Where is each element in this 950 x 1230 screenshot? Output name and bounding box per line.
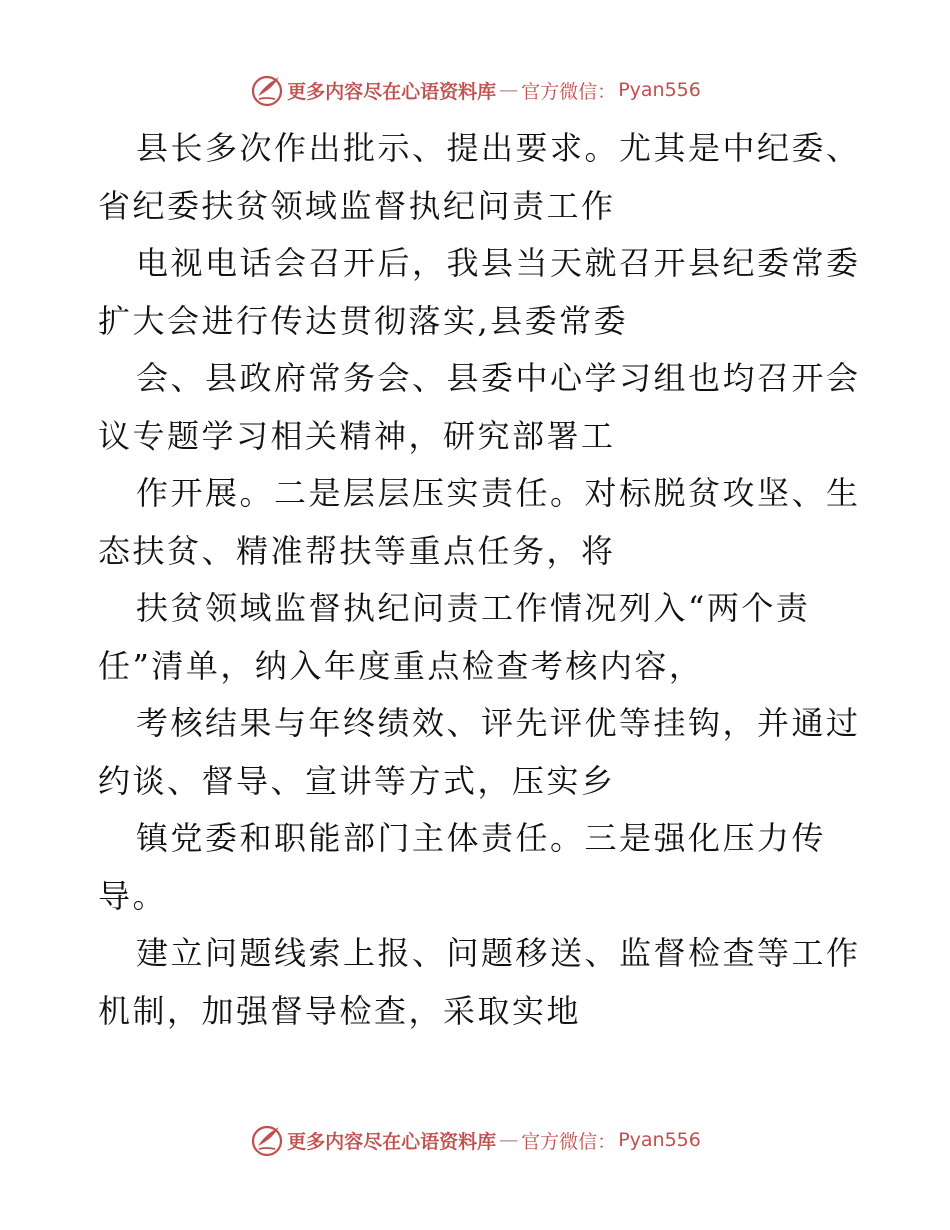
- paragraph-line: 议专题学习相关精神，研究部署工: [98, 416, 616, 455]
- paragraph: [98, 465, 861, 580]
- paragraph: [98, 120, 861, 235]
- watermark-label: 官方微信：: [521, 1130, 617, 1153]
- quill-book-logo-icon: [249, 72, 285, 108]
- quill-book-logo-icon: [249, 1122, 285, 1158]
- paragraph-line: 作开展。二是层层压实责任。对标脱贫攻坚、生: [136, 474, 861, 512]
- document-body: [98, 120, 861, 1040]
- paragraph-line: 扩大会进行传达贯彻落实,县委常委: [98, 301, 629, 340]
- paragraph: [98, 925, 861, 1040]
- paragraph-line: 县长多次作出批示、提出要求。尤其是中纪委、: [136, 129, 861, 167]
- watermark-main-text: 更多内容尽在心语资料库: [287, 80, 497, 103]
- paragraph-line: 省纪委扶贫领域监督执纪问责工作: [98, 186, 616, 225]
- watermark-id: Pyan556: [618, 79, 701, 101]
- paragraph-line: 考核结果与年终绩效、评先评优等挂钩，并通过: [136, 704, 861, 742]
- paragraph-line: 任”清单，纳入年度重点检查考核内容，: [98, 646, 704, 685]
- footer-watermark: [0, 1120, 950, 1160]
- watermark-dash: —: [499, 79, 519, 101]
- watermark-dash: —: [499, 1129, 519, 1151]
- watermark-label: 官方微信：: [521, 80, 617, 103]
- paragraph-line: 机制，加强督导检查，采取实地: [98, 991, 582, 1030]
- paragraph: [98, 580, 858, 695]
- paragraph-line: 导。: [98, 876, 168, 915]
- paragraph-line: 会、县政府常务会、县委中心学习组也均召开会: [136, 359, 861, 397]
- paragraph: [98, 695, 861, 810]
- paragraph: [98, 810, 858, 925]
- watermark-id: Pyan556: [618, 1129, 701, 1151]
- paragraph-line: 镇党委和职能部门主体责任。三是强化压力传: [136, 819, 827, 857]
- paragraph-line: 扶贫领域监督执纪问责工作情况列入“两个责: [136, 589, 811, 627]
- header-watermark: [0, 70, 950, 110]
- watermark-main-text: 更多内容尽在心语资料库: [287, 1130, 497, 1153]
- paragraph-line: 电视电话会召开后，我县当天就召开县纪委常委: [136, 244, 861, 282]
- paragraph: [98, 235, 861, 350]
- paragraph-line: 约谈、督导、宣讲等方式，压实乡: [98, 761, 616, 800]
- paragraph: [98, 350, 861, 465]
- paragraph-line: 态扶贫、精准帮扶等重点任务，将: [98, 531, 616, 570]
- paragraph-line: 建立问题线索上报、问题移送、监督检查等工作: [136, 934, 861, 972]
